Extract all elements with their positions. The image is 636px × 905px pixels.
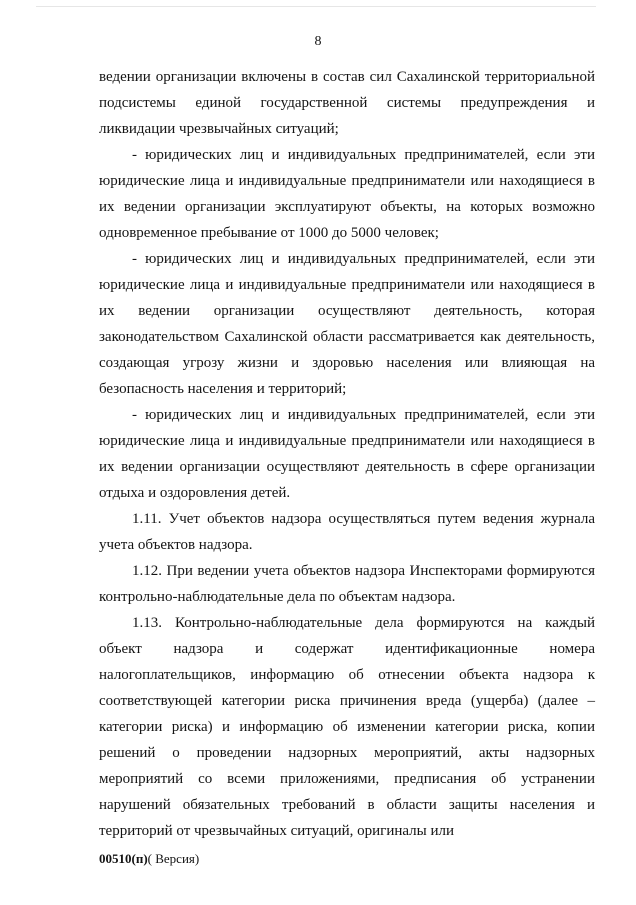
document-body: [99, 64, 595, 844]
scan-edge-line: [36, 6, 596, 7]
paragraph-continuation: ведении организации включены в состав сил Сахалинской территориальной подсистемы единой государственной системы предупреждения и ликвидации чрезвычайных ситуаций;: [99, 69, 595, 137]
document-footer: [99, 851, 199, 867]
paragraph-clause-1-11: 1.11. Учет объектов надзора осуществляться путем ведения журнала учета объектов надзора.: [99, 511, 595, 553]
page-number: 8: [314, 34, 322, 49]
document-code: 00510(п): [99, 851, 148, 866]
document-version: ( Версия): [147, 851, 200, 866]
paragraph-clause-1-12: 1.12. При ведении учета объектов надзора Инспекторами формируются контрольно-наблюдательные дела по объектам надзора.: [99, 563, 595, 605]
paragraph-list-item: - юридических лиц и индивидуальных предпринимателей, если эти юридические лица и индивидуальные предприниматели или находящиеся в их ведении организации осуществляют деятельность в сфере организации отдыха и оздоровления детей.: [99, 407, 595, 501]
paragraph-list-item: - юридических лиц и индивидуальных предпринимателей, если эти юридические лица и индивидуальные предприниматели или находящиеся в их ведении организации осуществляют деятельность, которая законодательством Сахалинской области рассматривается как деятельность, создающая угрозу жизни и здоровью населения или влияющая на безопасность населения и территорий;: [99, 251, 595, 397]
paragraph-clause-1-13: 1.13. Контрольно-наблюдательные дела формируются на каждый объект надзора и содержат идентификационные номера налогоплательщиков, информацию об отнесении объекта надзора к соответствующей категории риска причинения вреда (ущерба) (далее – категории риска) и информацию об изменении категории риска, копии решений о проведении надзорных мероприятий, акты надзорных мероприятий со всеми приложениями, предписания об устранении нарушений обязательных требований в области защиты населения и территорий от чрезвычайных ситуаций, оригиналы или: [99, 615, 595, 839]
paragraph-list-item: - юридических лиц и индивидуальных предпринимателей, если эти юридические лица и индивидуальные предприниматели или находящиеся в их ведении организации эксплуатируют объекты, на которых возможно одновременное пребывание от 1000 до 5000 человек;: [99, 147, 595, 241]
